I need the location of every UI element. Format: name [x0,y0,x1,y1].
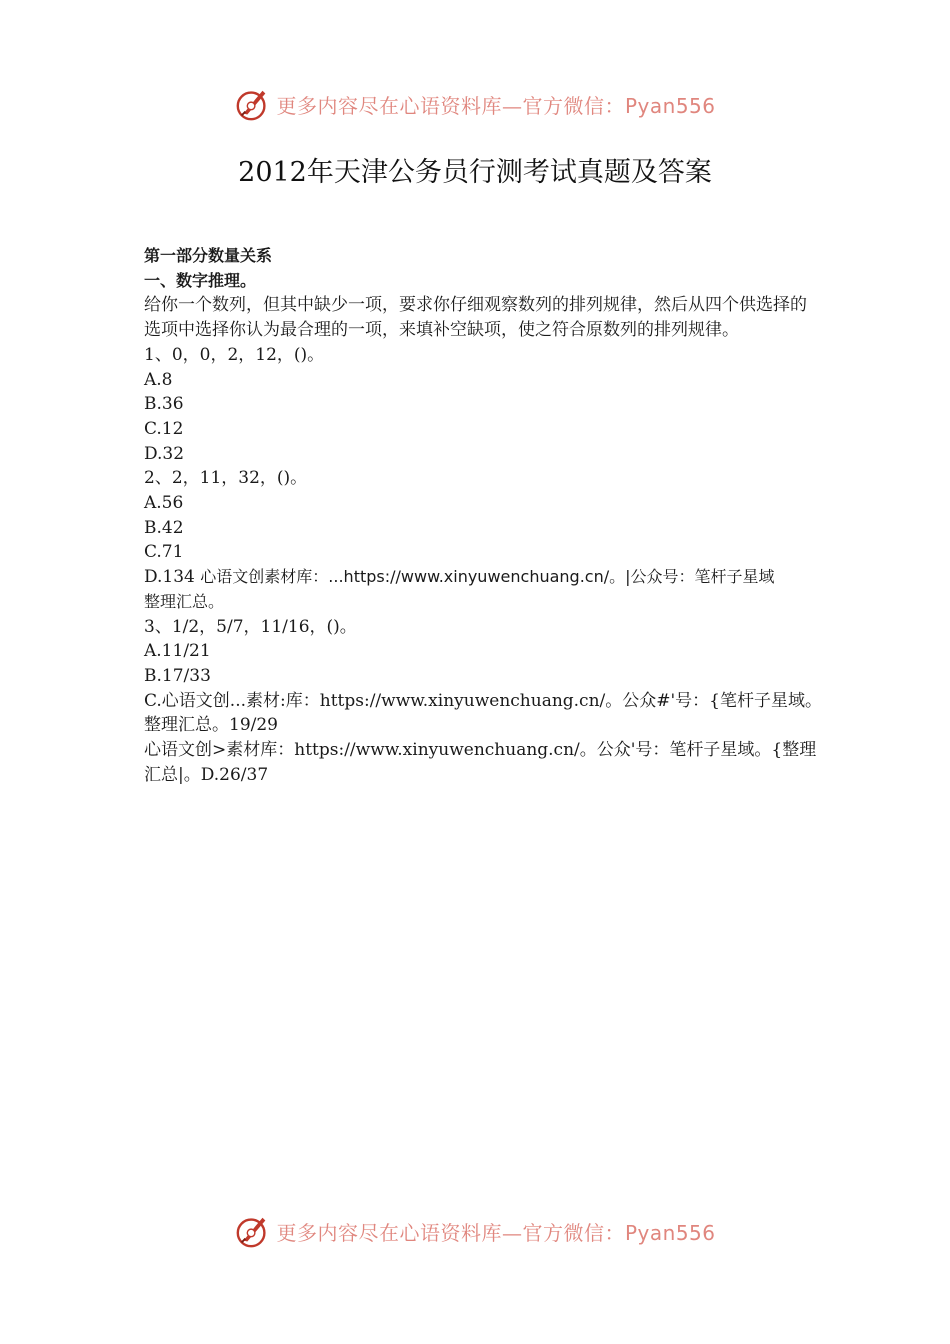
question-2-option-a: A.56 [144,493,184,514]
question-1-option-b: B.36 [144,394,184,415]
question-3-option-b: B.17/33 [144,665,211,686]
quill-logo-icon [234,1212,272,1250]
question-1-option-a: A.8 [144,369,173,390]
document-body [144,244,822,787]
footer-banner [0,1210,950,1252]
banner-text: 更多内容尽在心语资料库—官方微信：Pyan556 [276,93,716,118]
question-3-stem: 3、1/2，5/7，11/16，()。 [144,616,357,637]
document-title: 2012年天津公务员行测考试真题及答案 [238,157,712,188]
question-3-option-a: A.11/21 [144,641,211,662]
question-3-option-d-line2: 汇总|。D.26/37 [144,764,269,785]
question-3-option-d-line1: 心语文创>素材库：https://www.xinyuwenchuang.cn/。公众'号：笔杆子星域。{整理 [144,740,817,761]
question-1-option-c: C.12 [144,418,184,439]
quill-logo-icon [234,85,272,123]
question-2-option-b: B.42 [144,517,184,538]
question-1-option-d: D.32 [144,443,185,464]
question-2-stem: 2、2，11，32，()。 [144,468,308,489]
question-1-stem: 1、0，0，2，12，()。 [144,344,325,365]
intro-paragraph: 给你一个数列，但其中缺少一项，要求你仔细观察数列的排列规律，然后从四个供选择的选项中选择你认为最合理的一项，来填补空缺项，使之符合原数列的排列规律。 [144,295,807,341]
section-heading: 第一部分数量关系 [144,246,273,265]
question-2-option-c: C.71 [144,542,184,563]
banner-text: 更多内容尽在心语资料库—官方微信：Pyan556 [276,1220,716,1245]
question-3-option-c-line1: C.心语文创...素材:库：https://www.xinyuwenchuang.cn/。公众#'号：{笔杆子星域。 [144,690,822,711]
question-2-option-d-line1 [144,565,816,590]
question-3-option-c-line2: 整理汇总。19/29 [144,715,278,736]
watermark-text: 心语文创素材库：...https://www.xinyuwenchuang.cn/。|公众号：笔杆子星域 [200,567,775,587]
sub-heading: 一、数字推理。 [144,270,257,290]
header-banner [0,83,950,125]
question-2-option-d-line2: 整理汇总。 [144,591,225,611]
question-2-option-d: D.134 [144,567,195,588]
